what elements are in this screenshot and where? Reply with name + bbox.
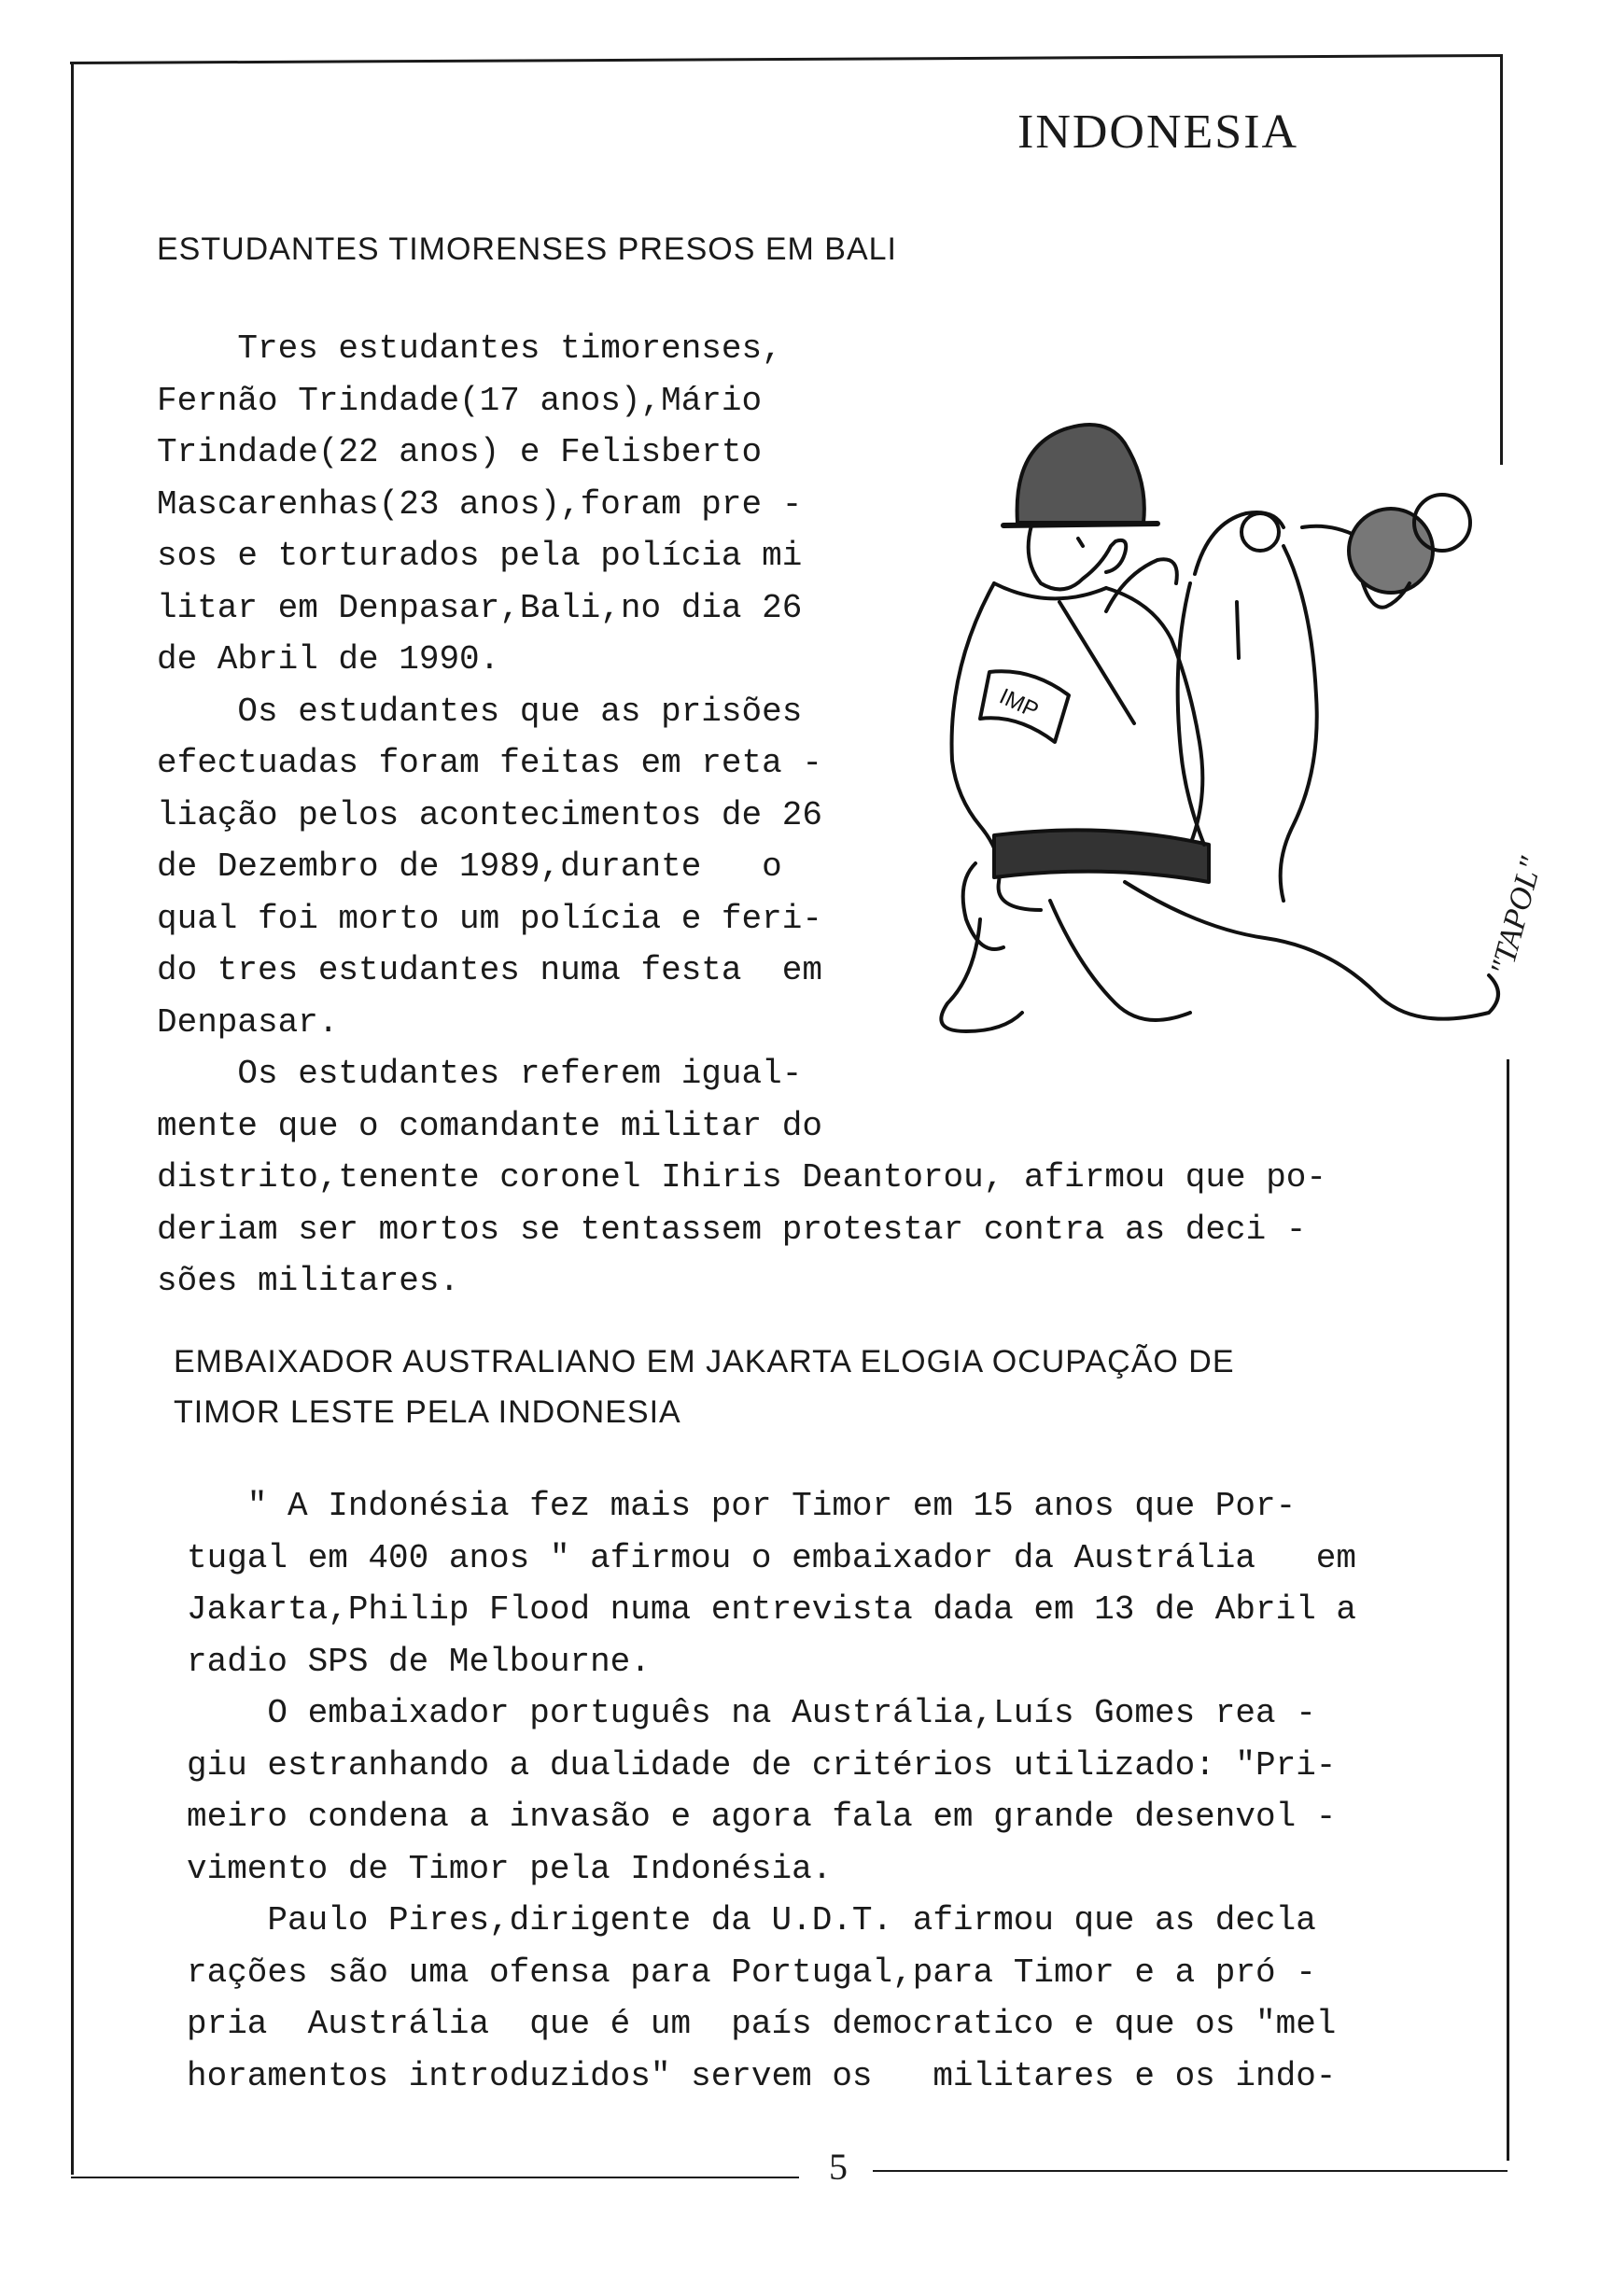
chained-hands-shape xyxy=(1349,509,1433,593)
page-frame-left xyxy=(71,63,74,2175)
body-line: meiro condena a invasão e agora fala em grande desenvol - xyxy=(187,1798,1337,1836)
cartoon-signature: "TAPOL" xyxy=(1484,853,1550,980)
body-line: distrito,tenente coronel Ihiris Deantorou, afirmou que po- xyxy=(157,1158,1327,1197)
page-number: 5 xyxy=(829,2146,848,2188)
body-line: vimento de Timor pela Indonésia. xyxy=(187,1849,833,1888)
soldier-cartoon-illustration xyxy=(891,359,1526,1069)
body-line: sões militares. xyxy=(157,1262,460,1300)
body-line: Paulo Pires,dirigente da U.D.T. afirmou que as decla xyxy=(187,1901,1316,1939)
body-line: radio SPS de Melbourne. xyxy=(187,1642,651,1681)
body-line: giu estranhando a dualidade de critérios utilizado: "Pri- xyxy=(187,1745,1337,1785)
body-line: Os estudantes que as prisões xyxy=(157,692,803,731)
body-line: horamentos introduzidos" servem os militares e os indo- xyxy=(187,2056,1337,2095)
body-line: " A Indonésia fez mais por Timor em 15 anos que Por- xyxy=(187,1487,1297,1525)
body-line: rações são uma ofensa para Portugal,para Timor e a pró - xyxy=(187,1953,1316,1992)
body-line: de Abril de 1990. xyxy=(157,640,500,679)
page-frame-right-lower xyxy=(1507,1059,1509,2161)
body-line: Mascarenhas(23 anos),foram pre - xyxy=(157,484,803,524)
helmet-shape xyxy=(1017,425,1144,523)
body-line: Jakarta,Philip Flood numa entrevista dada em 13 de Abril a xyxy=(187,1590,1357,1629)
body-line: Denpasar. xyxy=(157,1002,339,1042)
body-line: do tres estudantes numa festa em xyxy=(157,951,822,989)
body-line: Os estudantes referem igual- xyxy=(157,1055,803,1093)
section-title: INDONESIA xyxy=(1017,105,1299,159)
armband-label: IMP xyxy=(995,683,1043,724)
body-line: sos e torturados pela polícia mi xyxy=(157,537,803,575)
body-line: tugal em 400 anos " afirmou o embaixador da Austrália em xyxy=(187,1538,1357,1577)
page-frame-top xyxy=(70,54,1503,64)
body-line: pria Austrália que é um país democratico e que os "mel xyxy=(187,2005,1337,2043)
body-line: Fernão Trindade(17 anos),Mário xyxy=(157,381,763,420)
body-line: deriam ser mortos se tentassem protestar contra as deci - xyxy=(157,1210,1307,1249)
article2-headline: EMBAIXADOR AUSTRALIANO EM JAKARTA ELOGIA OCUPAÇÃO DE TIMOR LESTE PELA INDONESIA xyxy=(174,1344,1235,1430)
body-line: Tres estudantes timorenses, xyxy=(157,329,782,368)
body-line: de Dezembro de 1989,durante o xyxy=(157,847,782,886)
body-line: liação pelos acontecimentos de 26 xyxy=(157,795,822,834)
belt-shape xyxy=(994,830,1209,882)
body-line: mente que o comandante militar do xyxy=(157,1106,822,1145)
body-line: O embaixador português na Austrália,Luís Gomes rea - xyxy=(187,1694,1316,1732)
body-line: efectuadas foram feitas em reta - xyxy=(157,744,822,782)
body-line: Trindade(22 anos) e Felisberto xyxy=(157,433,763,471)
body-line: litar em Denpasar,Bali,no dia 26 xyxy=(157,588,803,627)
page-frame-bottom-right xyxy=(873,2170,1508,2172)
page-frame-bottom-left xyxy=(71,2177,799,2178)
article1-headline: ESTUDANTES TIMORENSES PRESOS EM BALI xyxy=(157,231,897,267)
article2-body xyxy=(187,1480,1356,2102)
body-line: qual foi morto um polícia e feri- xyxy=(157,899,822,938)
